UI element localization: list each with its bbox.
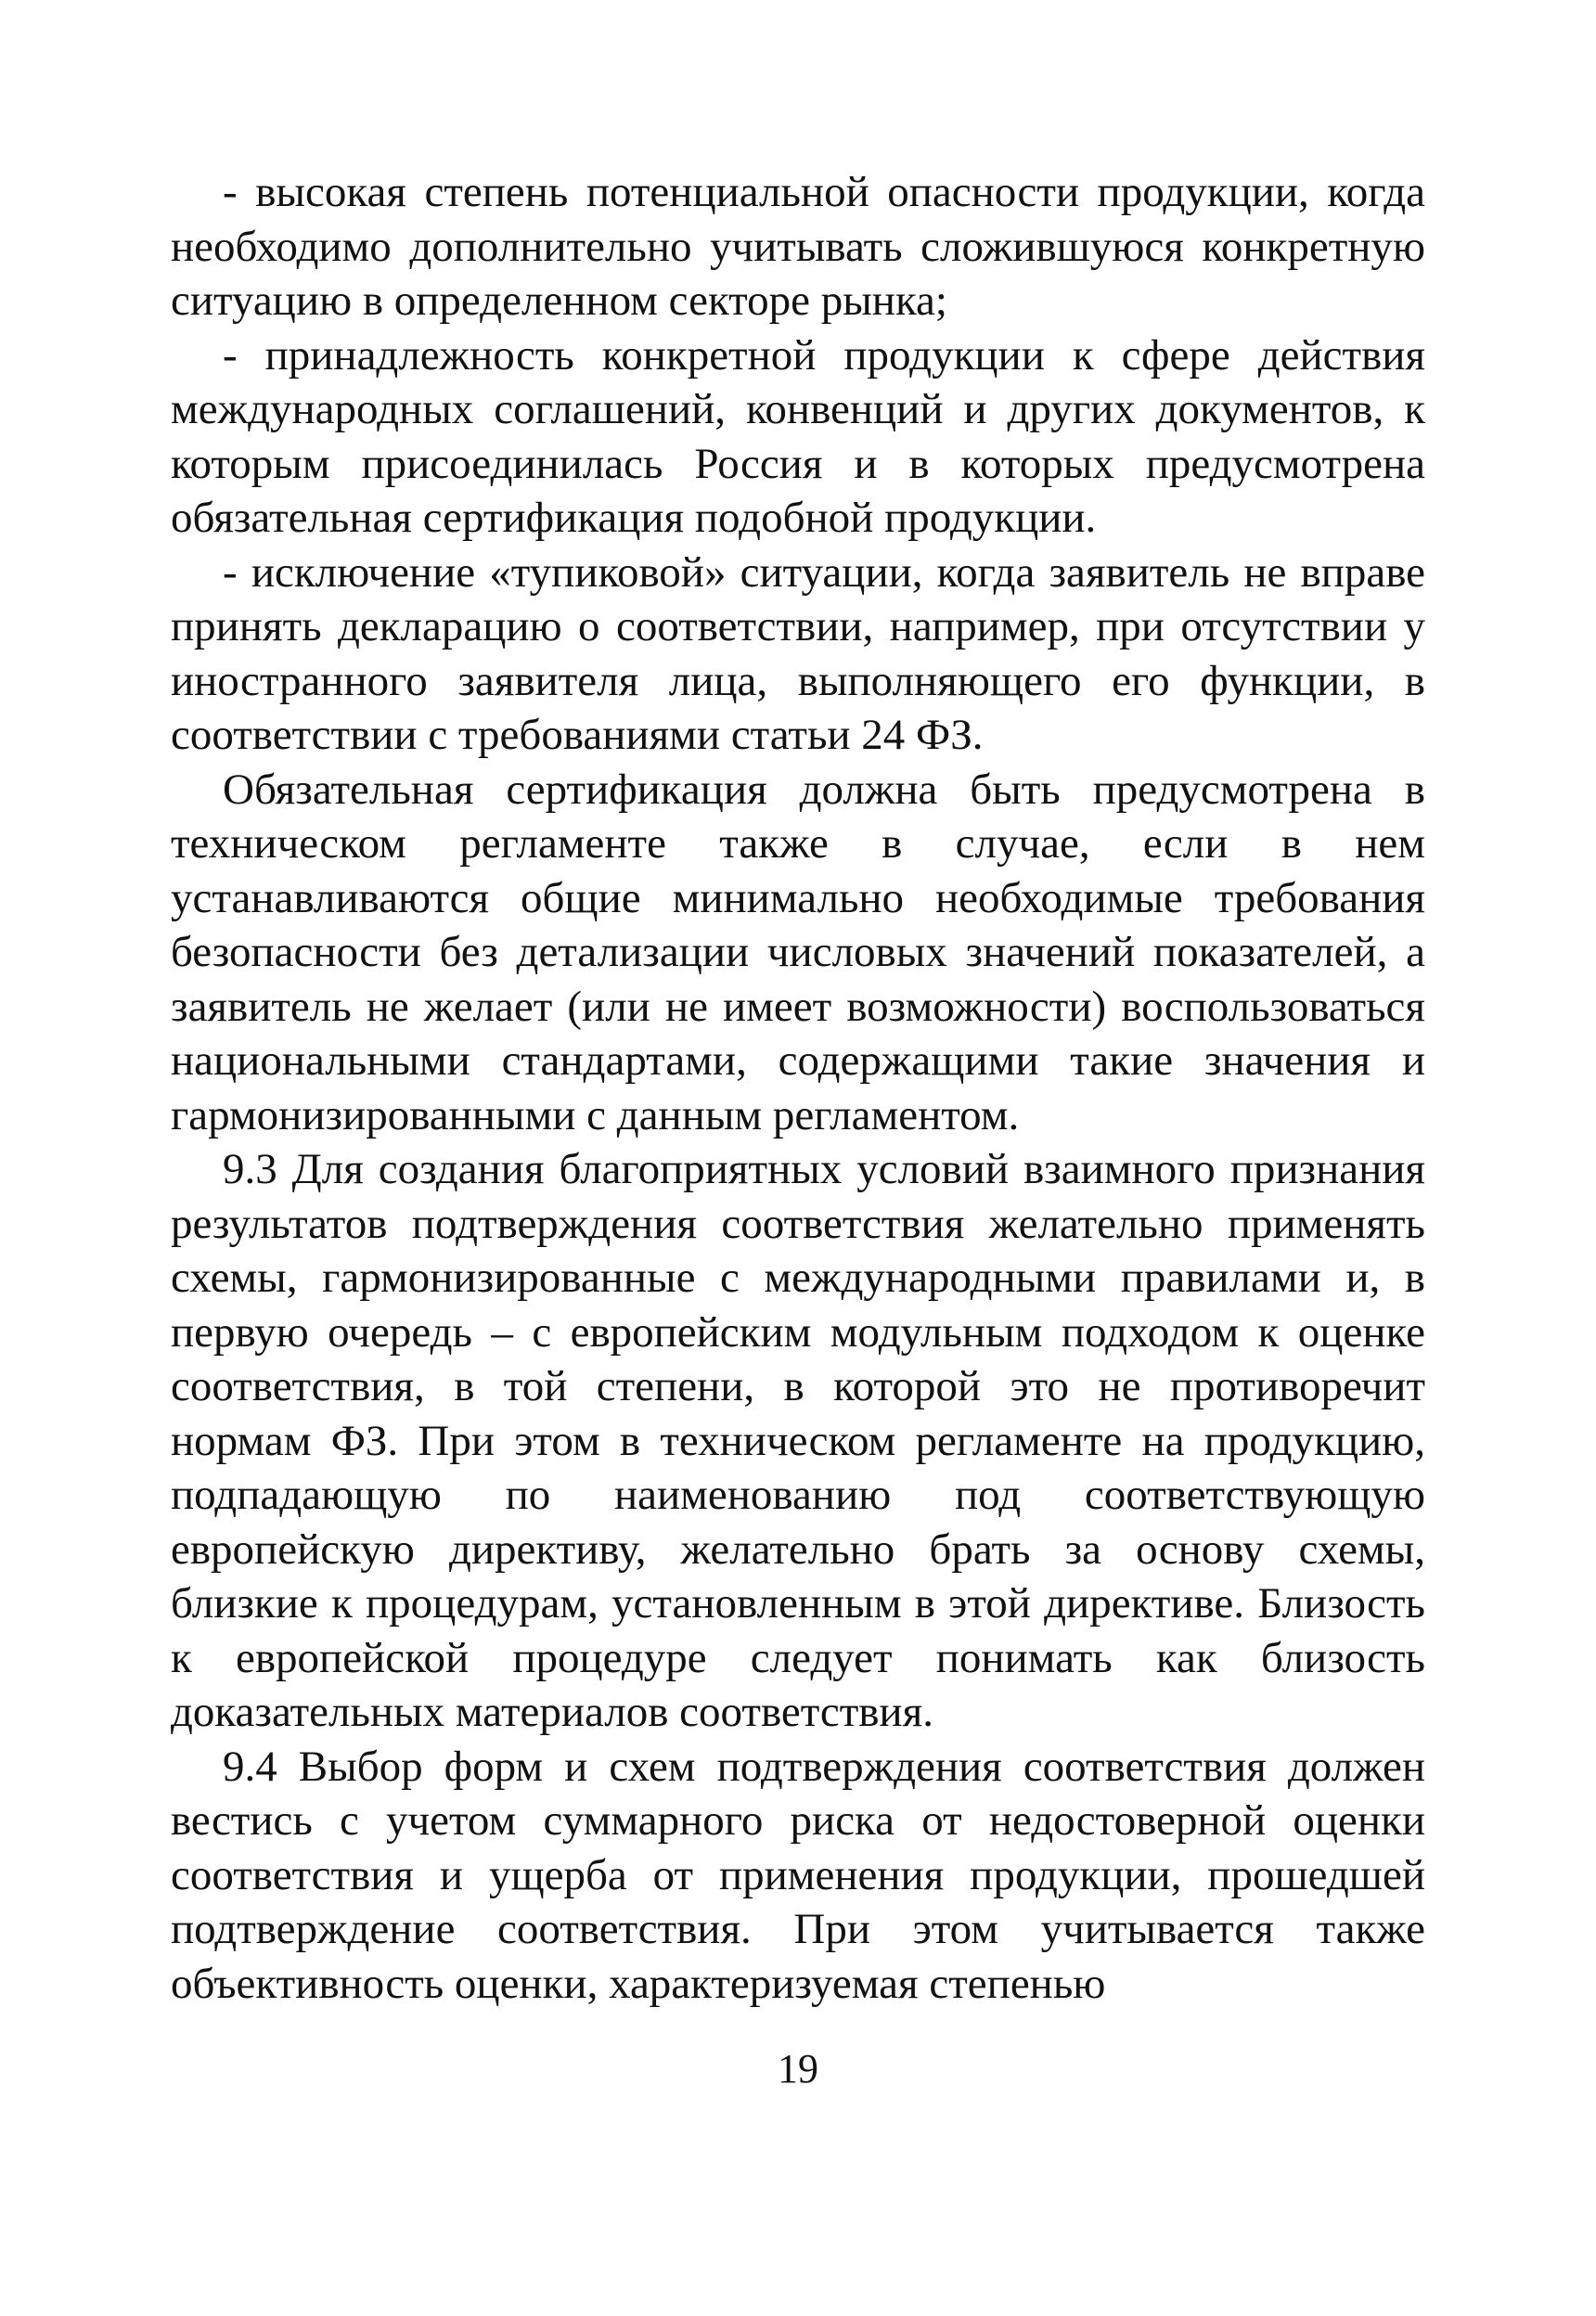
paragraph-section-9-3: 9.3 Для создания благоприятных условий взаимного признания результатов подтверждения соответствия желательно применять схемы, гармонизированные с международными правилами и, в первую очередь – с европейским модульным подходом к оценке соответствия, в той степени, в которой это не противоречит нормам ФЗ. При этом в техническом регламенте на продукцию, подпадающую по наименованию под соответствующую европейскую директиву, желательно брать за основу схемы, близкие к процедурам, установленным в этой директиве. Близость к европейской процедуре следует понимать как близость доказательных материалов соответствия. <box>171 1145 1425 1736</box>
paragraph-international-agreements: - принадлежность конкретной продукции к сфере действия международных соглашений, конвенций и других документов, к которым присоединилась Россия и в которых предусмотрена обязательная сертификация подобной продукции. <box>171 330 1425 542</box>
paragraph-section-9-4: 9.4 Выбор форм и схем подтверждения соответствия должен вестись с учетом суммарного риска от недостоверной оценки соответствия и ущерба от применения продукции, прошедшей подтверждение соответствия. При этом учитывается также объективность оценки, характеризуемая степенью <box>171 1742 1425 2008</box>
paragraph-high-danger: - высокая степень потенциальной опасности продукции, когда необходимо дополнительно учитывать сложившуюся конкретную ситуацию в определенном секторе рынка; <box>171 168 1425 325</box>
paragraph-deadlock-exclusion: - исключение «тупиковой» ситуации, когда заявитель не вправе принять декларацию о соответствии, например, при отсутствии у иностранного заявителя лица, выполняющего его функции, в соответствии с требованиями статьи 24 ФЗ. <box>171 547 1425 759</box>
page-number: 19 <box>778 2046 818 2091</box>
paragraph-mandatory-certification: Обязательная сертификация должна быть предусмотрена в техническом регламенте также в случае, если в нем устанавливаются общие минимально необходимые требования безопасности без детализации числовых значений показателей, а заявитель не желает (или не имеет возможности) воспользоваться национальными стандартами, содержащими такие значения и гармонизированными с данным регламентом. <box>171 765 1425 1139</box>
document-page <box>171 165 1425 2011</box>
